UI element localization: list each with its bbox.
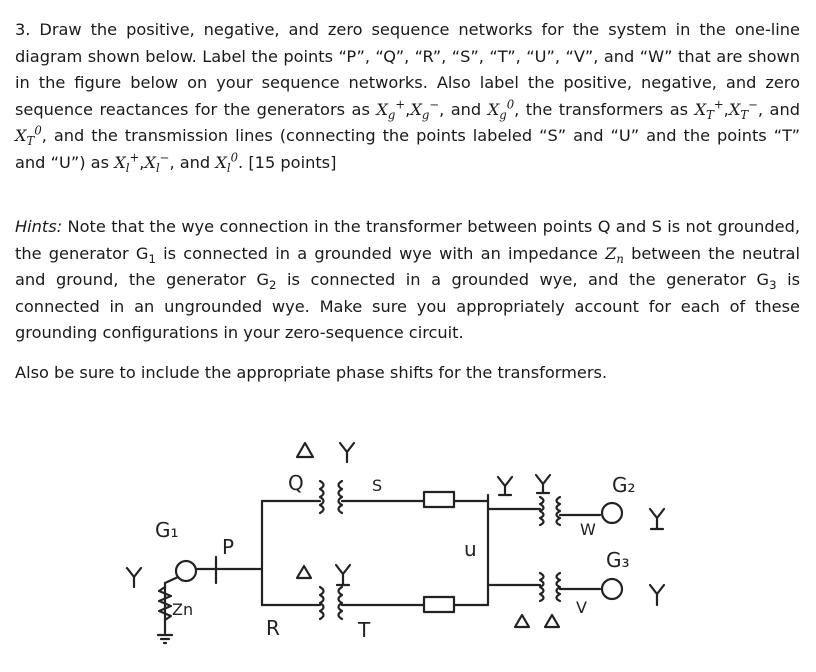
label-p: P [222, 535, 235, 559]
label-v: V [576, 598, 587, 617]
line-t-u-impedance [424, 597, 454, 612]
label-q: Q [288, 471, 304, 495]
delta-symbol-lower [297, 566, 311, 578]
wye-symbol-upper [340, 443, 354, 462]
transformer-upper [320, 481, 342, 513]
phase-shift-note: Also be sure to include the appropriate phase shifts for the transformers. [15, 363, 608, 382]
label-s: S [372, 476, 383, 495]
delta-symbol-right-1 [515, 615, 529, 627]
one-line-diagram [0, 435, 816, 672]
transformer-right-upper [540, 497, 560, 525]
label-g1: G₁ [155, 518, 179, 542]
hints-label: Hints: [15, 217, 63, 236]
label-g2: G₂ [612, 473, 636, 497]
label-w: W [580, 520, 596, 539]
label-t: T [358, 618, 371, 642]
line-s-u-impedance [424, 492, 454, 507]
wye-grounded-symbol-right-2 [536, 475, 550, 493]
label-zn: Zn [172, 600, 194, 619]
hints-paragraph: Hints: Note that the wye connection in the transformer between points Q and S is not grounded, the generator $G_1$ is connected in a grounded wye with an impedance $Z_n$ between the neutral and ground, the generator $G_2$ is connected in a grounded wye, and the generator $G_3$ is connected in an ungrounded wye. Make sure you appropriately account for each of these grounding configurations in your zero-sequence circuit. [15, 217, 801, 343]
g2-wye-grounded-symbol [650, 509, 664, 529]
transformer-lower [320, 587, 342, 619]
generator-g3 [602, 579, 622, 599]
problem-statement: 3. Draw the positive, negative, and zero sequence networks for the system in the one-line diagram shown below. Label the points “P”, “Q”, “R”, “S”, “T”, “U”, “V”, and “W” that are shown in the figure below on your sequence networks. Also label the positive, negative, and zero sequence reactances for the generators as $X_g^+,X_g^-$, and $X_g^0$, the transformers as $X_T^+,X_T^-$, and $X_T^0$, and the transmission lines (connecting the points labeled “S” and “U” and the points “T” and “U”) as $X_l^+,X_l^-$, and $X_l^0$. [15 points] [15, 20, 800, 176]
g3-wye-symbol [650, 585, 664, 605]
delta-symbol-right-2 [545, 615, 559, 627]
label-g3: G₃ [606, 548, 630, 572]
wye-grounded-symbol-right-1 [498, 477, 512, 495]
wye-grounded-symbol-lower [336, 565, 350, 585]
delta-symbol-upper [297, 443, 313, 457]
transformer-right-lower [540, 573, 560, 601]
generator-g2 [602, 503, 622, 523]
label-u: u [464, 537, 477, 561]
generator-g1 [176, 561, 196, 581]
g1-grounding-symbol [127, 568, 178, 643]
label-r: R [266, 616, 280, 640]
